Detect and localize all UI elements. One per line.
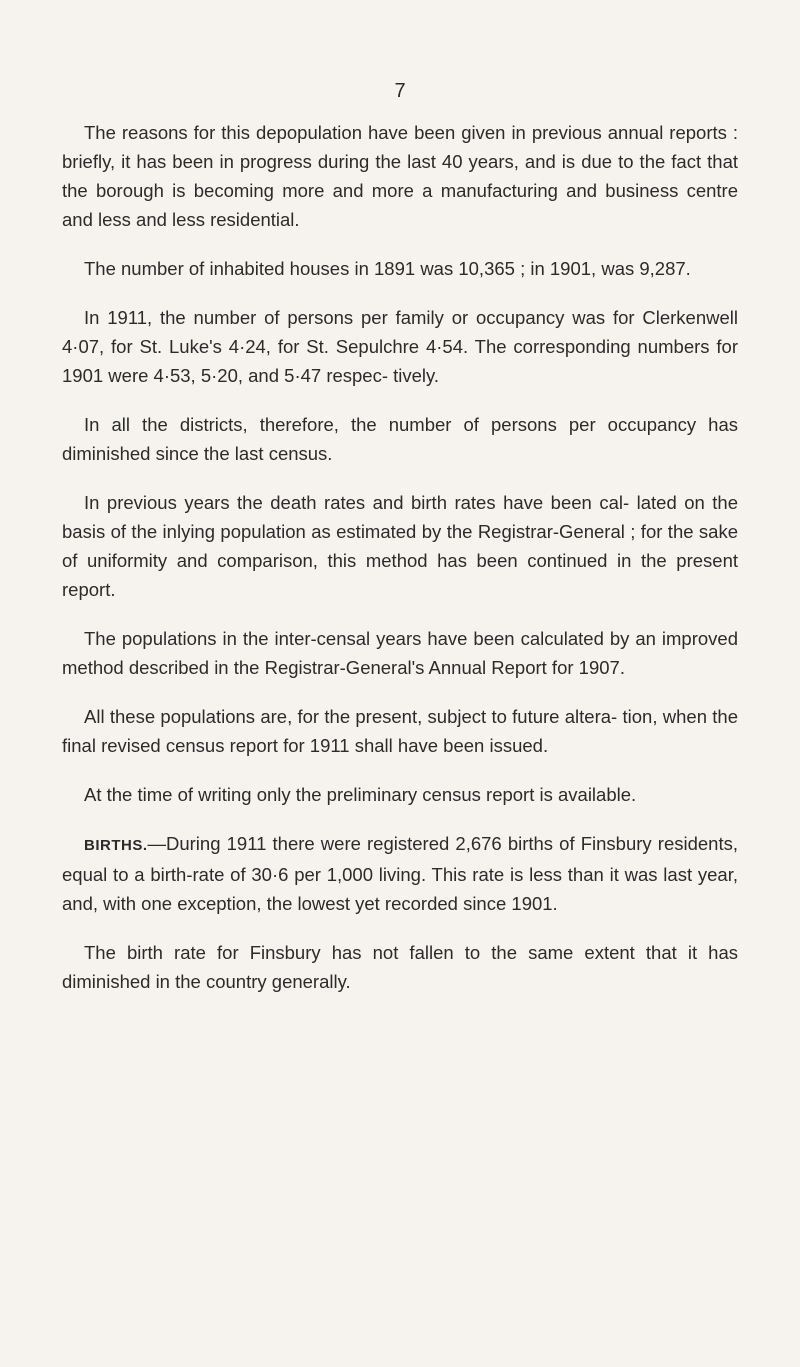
paragraph-future-alteration: All these populations are, for the present, subject to future altera- tion, when the final revised census report for 1911 shall have been issued. — [62, 706, 738, 756]
births-heading: BIRTHS. — [84, 837, 148, 854]
paragraph-persons-per-family: In 1911, the number of persons per family or occupancy was for Clerkenwell 4·07, for St. Luke's 4·24, for St. Sepulchre 4·54. The corresponding numbers for 1901 were 4·53, 5·20, and 5·47 respec- tively. — [62, 307, 738, 386]
paragraph-births — [62, 829, 738, 918]
paragraph-intercensal-populations: The populations in the inter-censal years have been calculated by an improved method described in the Registrar-General's Annual Report for 1907. — [62, 628, 738, 678]
paragraph-occupancy-diminished: In all the districts, therefore, the number of persons per occupancy has diminished since the last census. — [62, 414, 738, 464]
births-text: —During 1911 there were registered 2,676 births of Finsbury residents, equal to a birth-rate of 30·6 per 1,000 living. This rate is less than it was last year, and, with one exception, the lowest yet recorded since 1901. — [62, 833, 738, 914]
paragraph-depopulation-reasons: The reasons for this depopulation have been given in previous annual reports : briefly, it has been in progress during the last 40 years, and is due to the fact that the borough is becoming more and more a manufacturing and business centre and less and less residential. — [62, 122, 738, 230]
page-number: 7 — [394, 80, 406, 102]
paragraph-inhabited-houses: The number of inhabited houses in 1891 was 10,365 ; in 1901, was 9,287. — [84, 258, 691, 279]
paragraph-birth-rate-comparison: The birth rate for Finsbury has not fallen to the same extent that it has diminished in the country generally. — [62, 942, 738, 992]
paragraph-preliminary-report: At the time of writing only the preliminary census report is available. — [84, 784, 637, 805]
paragraph-rate-basis: In previous years the death rates and birth rates have been cal- lated on the basis of the inlying population as estimated by the Registrar-General ; for the sake of uniformity and comparison, this method has been continued in the present report. — [62, 492, 738, 600]
